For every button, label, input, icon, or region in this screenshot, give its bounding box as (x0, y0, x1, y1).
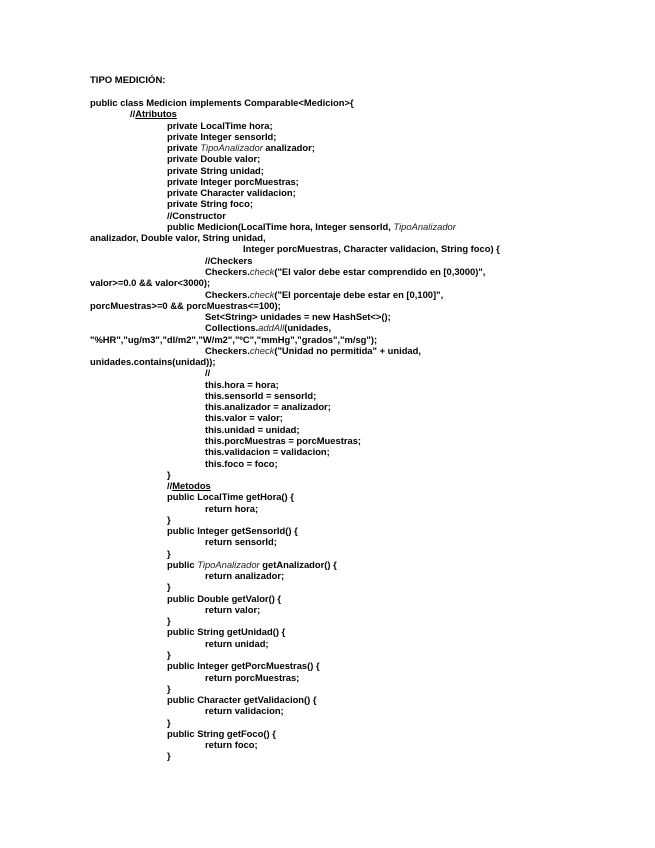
code-line (90, 491, 590, 502)
code-line (90, 446, 590, 457)
code-line (90, 593, 590, 604)
code-line (90, 97, 590, 108)
code-line (90, 660, 590, 671)
code-segment: public LocalTime getHora() { (167, 491, 294, 503)
code-segment: private Double valor; (167, 153, 261, 165)
code-segment: ("Unidad no permitida" + unidad, (274, 344, 421, 356)
code-line (90, 131, 590, 142)
code-line (90, 469, 590, 480)
code-segment: addAll (258, 322, 285, 334)
code-segment: } (167, 682, 171, 694)
code-line (90, 356, 590, 367)
code-segment: valor>=0.0 && valor<3000); (90, 277, 211, 289)
code-line (90, 165, 590, 176)
code-line (90, 277, 590, 288)
code-segment: public Character getValidacion() { (167, 694, 317, 706)
code-line (90, 412, 590, 423)
code-segment: public class Medicion implements Comparable<Medicion>{ (90, 97, 354, 108)
code-segment: //Checkers (205, 254, 253, 266)
code-segment: // (130, 108, 136, 120)
code-segment: Checkers. (205, 288, 250, 300)
code-segment: private Integer sensorId; (167, 130, 277, 142)
code-line (90, 153, 590, 164)
code-segment: public Double getValor() { (167, 592, 282, 604)
code-line (90, 120, 590, 131)
code-segment: analizador, Double valor, String unidad, (90, 232, 266, 244)
code-segment: private LocalTime hora; (167, 119, 273, 131)
code-segment: unidades.contains(unidad)); (90, 356, 216, 368)
code-line (90, 525, 590, 536)
code-line (90, 672, 590, 683)
section-title: TIPO MEDICIÓN: (90, 75, 166, 86)
code-segment: check (249, 265, 275, 277)
code-line (90, 334, 590, 345)
code-line (90, 232, 590, 243)
code-segment: // (167, 480, 173, 492)
code-line (90, 548, 590, 559)
code-line (90, 683, 590, 694)
code-segment: return hora; (205, 502, 259, 514)
code-line (90, 221, 590, 232)
code-line (90, 243, 590, 254)
code-segment: check (249, 344, 275, 356)
code-segment: Checkers. (205, 344, 250, 356)
code-segment: Integer porcMuestras, Character validacion, String foco) { (243, 243, 500, 255)
code-line (90, 615, 590, 626)
code-line (90, 717, 590, 728)
code-segment: this.unidad = unidad; (205, 423, 300, 435)
code-segment: this.foco = foco; (205, 457, 278, 469)
code-segment: return sensorId; (205, 536, 277, 548)
code-segment: private String foco; (167, 198, 253, 210)
code-segment: TipoAnalizador (197, 558, 260, 570)
code-segment: return validacion; (205, 705, 284, 717)
code-line (90, 514, 590, 525)
code-line (90, 626, 590, 637)
code-segment: this.validacion = validacion; (205, 446, 330, 458)
code-segment: public String getFoco() { (167, 727, 276, 739)
code-line (90, 289, 590, 300)
code-segment: } (167, 649, 171, 661)
code-segment: check (249, 288, 275, 300)
code-segment: } (167, 513, 171, 525)
code-line (90, 570, 590, 581)
code-segment: public Medicion(LocalTime hora, Integer sensorId, (167, 220, 394, 232)
code-segment: private String unidad; (167, 164, 264, 176)
code-block (90, 97, 590, 762)
code-segment: Atributos (135, 108, 177, 120)
code-line (90, 638, 590, 649)
code-line (90, 705, 590, 716)
code-segment: porcMuestras>=0 && porcMuestras<=100); (90, 299, 281, 311)
code-segment: Collections. (205, 322, 259, 334)
code-segment: private (167, 142, 201, 154)
code-segment: } (167, 750, 171, 762)
code-segment: analizador; (262, 142, 315, 154)
code-segment: return valor; (205, 603, 261, 615)
code-segment: return foco; (205, 739, 258, 751)
code-segment: private Integer porcMuestras; (167, 175, 299, 187)
code-segment: this.sensorId = sensorId; (205, 389, 317, 401)
code-line (90, 424, 590, 435)
code-line (90, 187, 590, 198)
code-line (90, 311, 590, 322)
code-segment: TipoAnalizador (200, 142, 263, 154)
code-line (90, 581, 590, 592)
code-segment: this.analizador = analizador; (205, 401, 331, 413)
code-segment: //Constructor (167, 209, 226, 221)
code-line (90, 694, 590, 705)
code-segment: // (205, 367, 211, 379)
code-segment: } (167, 468, 171, 480)
code-segment: "%HR","ug/m3","dl/m2","W/m2","ºC","mmHg","grados","m/sg"); (90, 333, 378, 345)
code-segment: return unidad; (205, 637, 269, 649)
code-line (90, 210, 590, 221)
code-line (90, 458, 590, 469)
code-segment: getAnalizador() { (259, 558, 337, 570)
code-segment: return analizador; (205, 570, 285, 582)
code-line (90, 142, 590, 153)
code-segment: this.valor = valor; (205, 412, 283, 424)
code-line (90, 379, 590, 390)
code-segment: public (167, 558, 198, 570)
code-line (90, 198, 590, 209)
code-line (90, 322, 590, 333)
code-segment: this.hora = hora; (205, 378, 279, 390)
code-segment: } (167, 581, 171, 593)
code-segment: Checkers. (205, 265, 250, 277)
code-segment: } (167, 615, 171, 627)
code-segment: } (167, 547, 171, 559)
code-line (90, 255, 590, 266)
code-segment: Metodos (172, 480, 211, 492)
code-line (90, 390, 590, 401)
code-line (90, 536, 590, 547)
code-line (90, 750, 590, 761)
code-line (90, 266, 590, 277)
code-line (90, 649, 590, 660)
code-segment: public String getUnidad() { (167, 626, 286, 638)
code-line (90, 480, 590, 491)
code-line (90, 108, 590, 119)
code-segment: return porcMuestras; (205, 671, 300, 683)
code-segment: (unidades, (284, 322, 332, 334)
code-line (90, 367, 590, 378)
code-segment: public Integer getSensorId() { (167, 525, 298, 537)
code-segment: Set<String> unidades = new HashSet<>(); (205, 311, 391, 323)
code-line (90, 435, 590, 446)
code-segment: public Integer getPorcMuestras() { (167, 660, 320, 672)
code-segment: } (167, 716, 171, 728)
code-segment: this.porcMuestras = porcMuestras; (205, 434, 362, 446)
code-line (90, 728, 590, 739)
code-line (90, 401, 590, 412)
code-line (90, 345, 590, 356)
code-segment: private Character validacion; (167, 187, 296, 199)
code-line (90, 739, 590, 750)
code-line (90, 559, 590, 570)
code-segment: ("El valor debe estar comprendido en [0,3000)", (274, 265, 486, 277)
code-line (90, 503, 590, 514)
code-line (90, 300, 590, 311)
code-segment: TipoAnalizador (393, 220, 456, 232)
code-line (90, 176, 590, 187)
code-segment: ("El porcentaje debe estar en [0,100]", (274, 288, 444, 300)
code-line (90, 604, 590, 615)
